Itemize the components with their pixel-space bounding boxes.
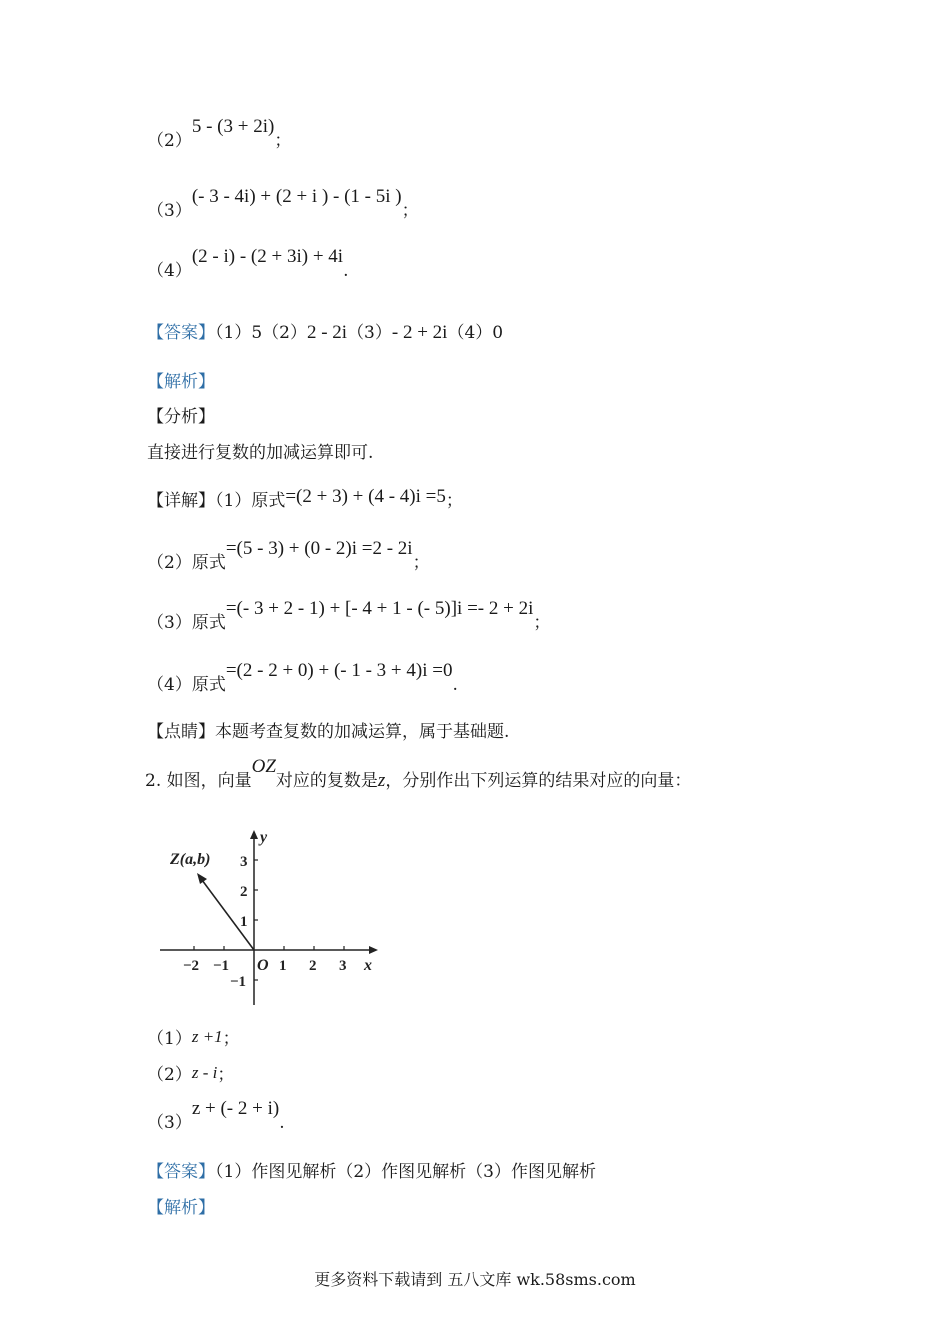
detail-line-4 [147,660,458,696]
x-tick-label: −2 [183,958,200,974]
detail-end: ； [412,553,430,573]
dianjing [147,721,509,743]
problem1-item-3 [147,186,419,222]
var-z: z [377,770,386,791]
detail-expression: =(2 + 3) + (4 - 4)i =5 [285,486,446,507]
detail-line-1 [147,486,463,512]
detail-label: （4）原式 [147,675,226,695]
detail-tag: 【详解】 [147,491,215,511]
footer-text: 更多资料下载请到 五八文库 wk.58sms.com [314,1270,636,1289]
item-expression: z +1 [191,1027,223,1046]
item-label: （4） [147,261,192,281]
item-label: （3） [147,201,192,221]
x-tick-label: −1 [213,958,230,974]
dianjing-tag: 【点睛】 [147,722,215,742]
y-axis-label: y [260,829,268,846]
problem2-item-2 [147,1064,234,1086]
problem2-statement [145,756,692,792]
answer-2 [147,1161,596,1183]
item-expression: (- 3 - 4i) + (2 + i ) - (1 - 5i ) [191,186,402,207]
answer-part-1: （1）5（2） [215,323,307,343]
answer-part-3: （3） [347,323,392,343]
fenxi-tag: 【分析】 [147,407,215,427]
y-tick-label: 3 [240,854,248,870]
item-end: ； [274,131,292,151]
vector-oz-arrowhead [197,873,207,884]
item-label: （1） [147,1029,192,1049]
answer-tag: 【答案】 [147,323,215,343]
fenxi-text: 直接进行复数的加减运算即可. [147,443,374,463]
detail-end: . [452,675,458,695]
analysis-tag: 【解析】 [147,372,215,392]
x-axis-label: x [364,957,372,974]
answer-2-expression: 2 - 2i [306,322,348,343]
problem2-item-3 [147,1098,285,1134]
x-tick-label: 1 [279,958,287,974]
problem1-item-2 [147,116,292,152]
item-expression: z + (- 2 + i) [191,1098,280,1119]
answer-1 [147,322,503,344]
item-end: ； [222,1029,240,1049]
detail-line-2 [147,538,430,574]
analysis-2-tag: 【解析】 [147,1198,215,1218]
detail-line-3 [147,598,551,634]
answer-3-expression: - 2 + 2i [391,322,448,343]
problem2-rest: ，分别作出下列运算的结果对应的向量： [385,771,692,791]
problem2-before: 2. 如图，向量 [145,771,252,791]
complex-plane-graph [150,820,390,1010]
item-end: . [279,1113,285,1133]
answer-part-4: （4）0 [447,323,504,343]
detail-end: ； [445,491,463,511]
problem2-after: 对应的复数是 [275,771,378,791]
x-axis-arrow [369,946,378,954]
item-end: ； [401,201,419,221]
item-label: （2） [147,131,192,151]
origin-label: O [257,957,269,974]
item-expression: (2 - i) - (2 + 3i) + 4i [191,246,344,267]
answer-tag: 【答案】 [147,1162,215,1182]
item-end: . [343,261,349,281]
y-axis-arrow [250,830,258,839]
detail-label: （2）原式 [147,553,226,573]
item-expression: z - i [191,1063,218,1082]
y-tick-label: 1 [240,914,248,930]
x-tick-label: 3 [339,958,347,974]
vector-oz: OZ [251,756,276,777]
answer-text: （1）作图见解析（2）作图见解析（3）作图见解析 [215,1162,596,1182]
item-label: （2） [147,1065,192,1085]
x-tick-label: 2 [309,958,317,974]
detail-expression: =(- 3 + 2 - 1) + [- 4 + 1 - (- 5)]i =- 2 + 2i [225,598,534,619]
detail-label: （3）原式 [147,613,226,633]
detail-label: （1）原式 [215,491,286,511]
y-tick-label: 2 [240,884,248,900]
detail-expression: =(2 - 2 + 0) + (- 1 - 3 + 4)i =0 [225,660,453,681]
item-end: ； [217,1065,235,1085]
detail-expression: =(5 - 3) + (0 - 2)i =2 - 2i [225,538,413,559]
item-expression: 5 - (3 + 2i) [191,116,275,137]
detail-end: ； [533,613,551,633]
y-tick-label: −1 [230,974,247,990]
problem1-item-4 [147,246,349,282]
item-label: （3） [147,1113,192,1133]
dianjing-text: 本题考查复数的加减运算，属于基础题. [215,722,510,742]
point-z-label: Z(a,b) [170,851,211,868]
problem2-item-1 [147,1028,240,1050]
